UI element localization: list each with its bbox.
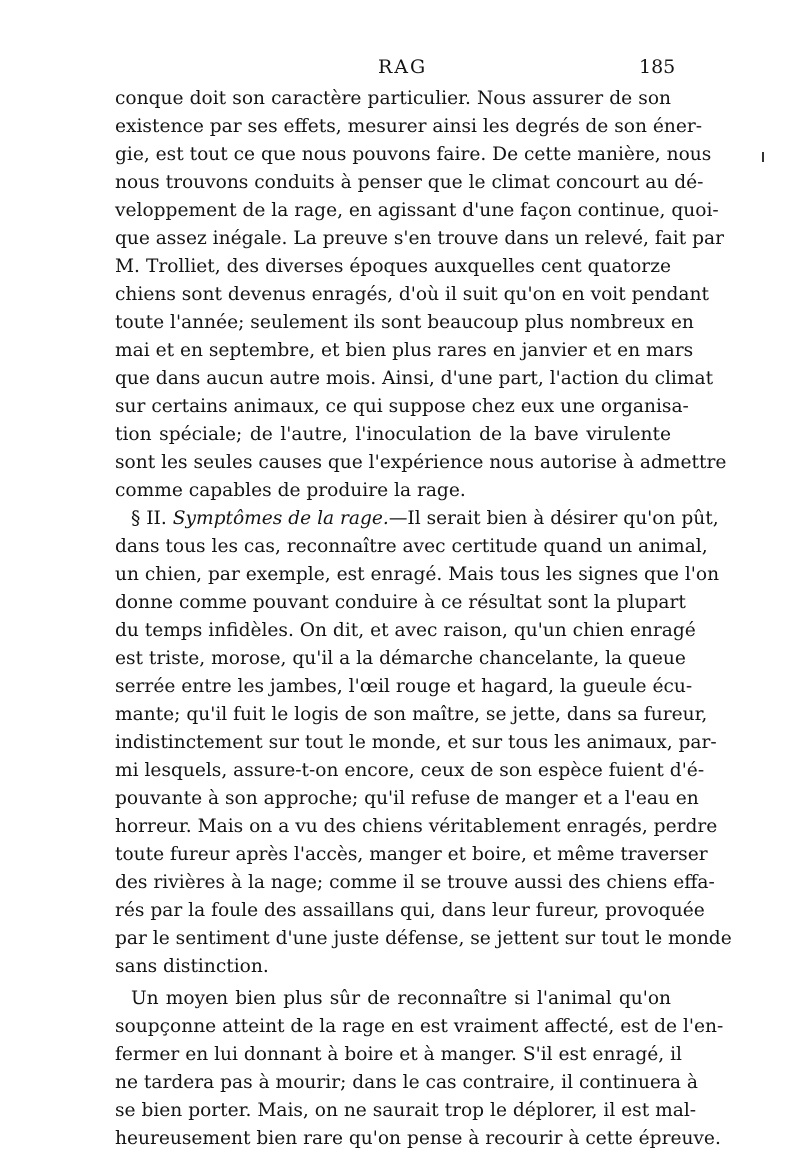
body-line: toute l'année; seulement ils sont beaucoup plus nombreux en xyxy=(115,312,694,333)
body-line: que assez inégale. La preuve s'en trouve dans un relevé, fait par xyxy=(115,228,724,249)
body-line: rés par la foule des assaillans qui, dans leur fureur, provoquée xyxy=(115,900,705,921)
body-line: gie, est tout ce que nous pouvons faire. De cette manière, nous xyxy=(115,144,712,165)
section-heading-line xyxy=(131,505,719,533)
body-line: dans tous les cas, reconnaître avec certitude quand un animal, xyxy=(115,536,708,557)
running-head: RAG xyxy=(378,56,428,78)
body-line: tion spéciale; de l'autre, l'inoculation de la bave virulente xyxy=(115,424,671,445)
section-first-line-text: —Il serait bien à désirer qu'on pût, xyxy=(388,508,719,529)
body-line: sur certains animaux, ce qui suppose chez eux une organisa- xyxy=(115,396,689,417)
body-line: du temps infidèles. On dit, et avec raison, qu'un chien enragé xyxy=(115,620,696,641)
page-number: 185 xyxy=(639,56,676,78)
body-line: toute fureur après l'accès, manger et boire, et même traverser xyxy=(115,844,708,865)
body-line: horreur. Mais on a vu des chiens véritablement enragés, perdre xyxy=(115,816,718,837)
body-line: mi lesquels, assure-t-on encore, ceux de son espèce fuient d'é- xyxy=(115,760,705,781)
body-line: conque doit son caractère particulier. Nous assurer de son xyxy=(115,88,671,109)
body-line: Un moyen bien plus sûr de reconnaître si l'animal qu'on xyxy=(131,988,671,1009)
body-line: sont les seules causes que l'expérience nous autorise à admettre xyxy=(115,452,727,473)
body-line: existence par ses effets, mesurer ainsi les degrés de son éner- xyxy=(115,116,702,137)
body-line: mai et en septembre, et bien plus rares en janvier et en mars xyxy=(115,340,694,361)
body-line: M. Trolliet, des diverses époques auxquelles cent quatorze xyxy=(115,256,671,277)
body-line: comme capables de produire la rage. xyxy=(115,480,466,501)
body-line: serrée entre les jambes, l'œil rouge et hagard, la gueule écu- xyxy=(115,676,693,697)
body-line: indistinctement sur tout le monde, et sur tous les animaux, par- xyxy=(115,732,717,753)
body-line: veloppement de la rage, en agissant d'une façon continue, quoi- xyxy=(115,200,719,221)
body-line: soupçonne atteint de la rage en est vraiment affecté, est de l'en- xyxy=(115,1016,724,1037)
body-line: nous trouvons conduits à penser que le climat concourt au dé- xyxy=(115,172,704,193)
body-line: par le sentiment d'une juste défense, se jettent sur tout le monde xyxy=(115,928,732,949)
body-line: mante; qu'il fuit le logis de son maître, se jette, dans sa fureur, xyxy=(115,704,708,725)
body-line: se bien porter. Mais, on ne saurait trop le déplorer, il est mal- xyxy=(115,1100,697,1121)
body-line: chiens sont devenus enragés, d'où il suit qu'on en voit pendant xyxy=(115,284,709,305)
body-line: des rivières à la nage; comme il se trouve aussi des chiens effa- xyxy=(115,872,715,893)
body-line: fermer en lui donnant à boire et à manger. S'il est enragé, il xyxy=(115,1044,683,1065)
body-line: est triste, morose, qu'il a la démarche chancelante, la queue xyxy=(115,648,686,669)
body-line: pouvante à son approche; qu'il refuse de manger et a l'eau en xyxy=(115,788,699,809)
body-line: ne tardera pas à mourir; dans le cas contraire, il continuera à xyxy=(115,1072,698,1093)
body-line: donne comme pouvant conduire à ce résultat sont la plupart xyxy=(115,592,686,613)
section-title: Symptômes de la rage. xyxy=(172,508,389,529)
body-line: heureusement bien rare qu'on pense à recourir à cette épreuve. xyxy=(115,1128,721,1149)
margin-mark xyxy=(762,152,764,162)
body-line: que dans aucun autre mois. Ainsi, d'une part, l'action du climat xyxy=(115,368,714,389)
body-line: sans distinction. xyxy=(115,956,269,977)
body-line: un chien, par exemple, est enragé. Mais tous les signes que l'on xyxy=(115,564,720,585)
section-mark: § II. xyxy=(131,508,167,529)
